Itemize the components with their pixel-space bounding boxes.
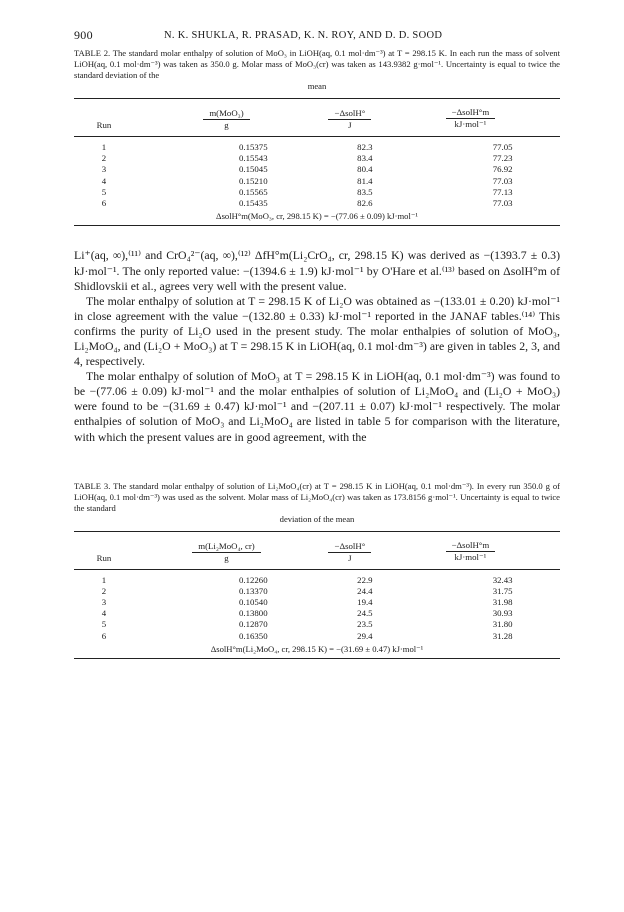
page-number: 900 <box>74 27 93 42</box>
paragraph-3: The molar enthalpy of solution of MoO₃ at T = 298.15 K in LiOH(aq, 0.1 mol·dm⁻³) was found to be −(77.06 ± 0.09) kJ·mol⁻¹ and the molar enthalpies of solution of Li₂MoO₄ and (Li₂O + MoO₃) were found to be −(31.69 ± 0.47) kJ·mol⁻¹ and −(207.11 ± 0.07) kJ·mol⁻¹ respectively. The molar enthalpies of solution of MoO₃ and Li₂MoO₄ are listed in table 5 for comparison with the literature, with which the present values are in good agreement, with the <box>74 369 560 444</box>
table-2-caption-text: TABLE 2. The standard molar enthalpy of solution of MoO₃ in LiOH(aq, 0.1 mol·dm⁻³) at T = 298.15 K. In each run the mass of solvent LiOH(aq, 0.1 mol·dm⁻³) was taken as 350.0 g. Molar mass of MoO₃(cr) was taken as 143.9382 g·mol⁻¹. Uncertainty is equal to twice the standard deviation of the <box>74 48 560 80</box>
running-head <box>74 26 560 44</box>
table-3-header-dh: −ΔsolH° J <box>319 531 381 563</box>
table-3 <box>74 481 560 659</box>
table-3-header-run: Run <box>74 531 134 563</box>
running-head-authors: N. K. SHUKLA, R. PRASAD, K. N. ROY, AND D. D. SOOD <box>164 29 443 41</box>
table-row: 1 0.12260 22.9 32.43 <box>101 574 513 585</box>
table-row: 2 0.13370 24.4 31.75 <box>101 585 513 596</box>
table-2-caption <box>74 48 560 92</box>
journal-page <box>74 26 560 659</box>
table-row: 2 0.15543 83.4 77.23 <box>101 153 513 164</box>
table-3-grid <box>74 531 560 659</box>
table-row: 3 0.15045 80.4 76.92 <box>101 164 513 175</box>
table-row: 4 0.15210 81.4 77.03 <box>101 175 513 186</box>
table-row: 6 0.15435 82.6 77.03 <box>101 198 513 209</box>
table-row: 5 0.12870 23.5 31.80 <box>101 619 513 630</box>
table-3-header-dhm: −ΔsolH°m kJ·mol⁻¹ <box>381 531 560 563</box>
table-2-header-dh: −ΔsolH° J <box>319 99 381 131</box>
table-3-summary: ΔsolH°m(Li₂MoO₄, cr, 298.15 K) = −(31.69 ± 0.47) kJ·mol⁻¹ <box>74 642 560 659</box>
table-row: 5 0.15565 83.5 77.13 <box>101 186 513 197</box>
table-3-header-mass: m(Li₂MoO₄, cr) g <box>134 531 319 563</box>
table-2-grid <box>74 98 560 226</box>
table-row: 6 0.16350 29.4 31.28 <box>101 630 513 641</box>
table-2-header-run: Run <box>74 99 134 131</box>
table-3-caption-text: TABLE 3. The standard molar enthalpy of solution of Li₂MoO₄(cr) at T = 298.15 K in LiOH(aq, 0.1 mol·dm⁻³). In every run 350.0 g of LiOH(aq, 0.1 mol·dm⁻³) was used as the solvent. Molar mass of Li₂MoO₄(cr) was taken as 173.8156 g·mol⁻¹. Uncertainty is equal to twice the standard <box>74 480 560 513</box>
table-row: 1 0.15375 82.3 77.05 <box>101 142 513 152</box>
table-2 <box>74 48 560 226</box>
table-row: 4 0.13800 24.5 30.93 <box>101 608 513 619</box>
table-2-header-dhm: −ΔsolH°m kJ·mol⁻¹ <box>381 99 560 131</box>
body-text <box>74 248 560 444</box>
paragraph-1: Li⁺(aq, ∞),⁽¹¹⁾ and CrO₄²⁻(aq, ∞),⁽¹²⁾ ΔfH°m(Li₂CrO₄, cr, 298.15 K) was derived as −(1393.7 ± 0.3) kJ·mol⁻¹. The only reported value: −(1394.6 ± 1.9) kJ·mol⁻¹ by O'Hare et al.⁽¹³⁾ based on ΔsolH°m of Shidlovskii et al., agrees very well with the present value. <box>74 248 560 293</box>
table-3-caption <box>74 481 560 525</box>
paragraph-2: The molar enthalpy of solution at T = 298.15 K of Li₂O was obtained as −(133.01 ± 0.20) kJ·mol⁻¹ in close agreement with the value −(132.80 ± 0.33) kJ·mol⁻¹ reported in the JANAF tables.⁽¹⁴⁾ This confirms the purity of Li₂O used in the present study. The molar enthalpies of solution of MoO₃, Li₂MoO₄, and (Li₂O + MoO₃) at T = 298.15 K in LiOH(aq, 0.1 mol·dm⁻³) are given in tables 2, 3, and 4, respectively. <box>74 293 560 369</box>
table-row: 3 0.10540 19.4 31.98 <box>101 597 513 608</box>
table-2-caption-last-line: mean <box>307 81 327 91</box>
table-2-header-mass: m(MoO₃) g <box>134 99 319 131</box>
table-2-summary: ΔsolH°m(MoO₃, cr, 298.15 K) = −(77.06 ± 0.09) kJ·mol⁻¹ <box>74 209 560 226</box>
table-3-caption-last-line: deviation of the mean <box>279 513 355 524</box>
